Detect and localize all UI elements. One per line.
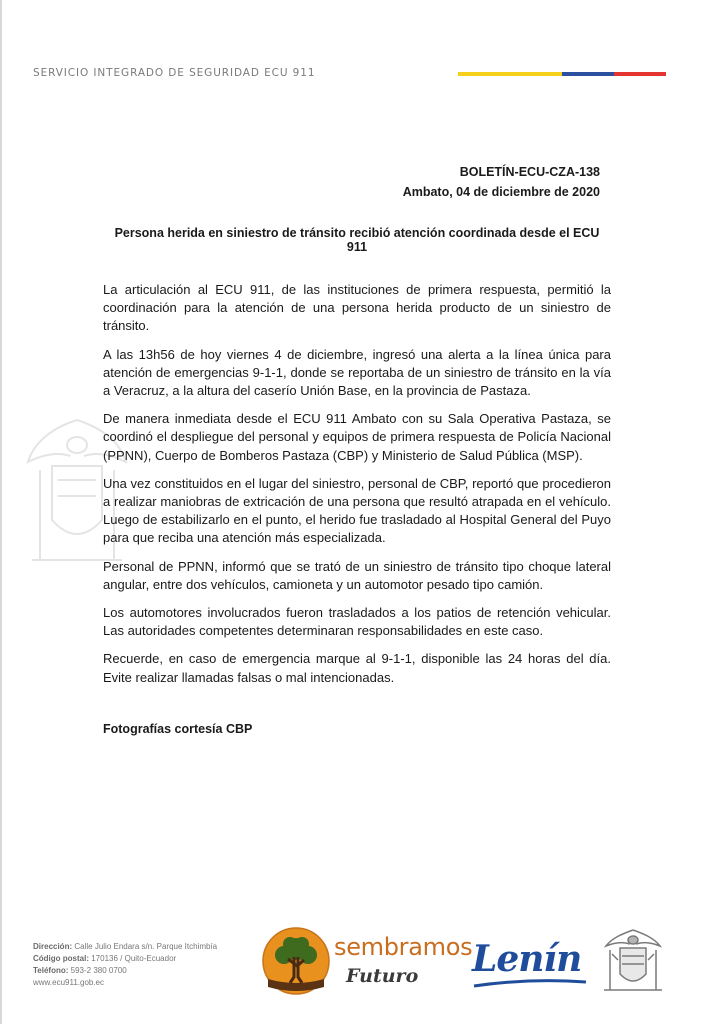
paragraph: Recuerde, en caso de emergencia marque al 9-1-1, disponible las 24 horas del día. Evite realizar llamadas falsas o mal intencionadas. <box>103 651 611 685</box>
footer-contact <box>33 941 217 989</box>
flag-color-bar <box>458 72 666 76</box>
logo-text-sembramos: sembramos <box>334 933 473 961</box>
footer-address-line: Dirección: Calle Julio Endara s/n. Parque Itchimbía <box>33 942 218 951</box>
paragraph: La articulación al ECU 911, de las instituciones de primera respuesta, permitió la coordinación para la atención de una persona herida producto de un siniestro de tránsito. <box>103 282 611 334</box>
signature-text: Lenín <box>472 938 582 980</box>
tree-icon <box>262 927 330 995</box>
lenin-signature-logo <box>470 934 590 994</box>
sembramos-futuro-logo <box>262 927 473 999</box>
body-text <box>103 281 611 697</box>
footer-website: www.ecu911.gob.ec <box>33 978 105 987</box>
flag-blue-stripe <box>562 72 614 76</box>
paragraph: Una vez constituidos en el lugar del siniestro, personal de CBP, reportó que procedieron a realizar maniobras de extricación de una persona que resultó atrapada en el vehículo. Luego de estabilizarlo en el punto, el herido fue trasladado al Hospital General del Puyo para que reciba una atención más especializada. <box>103 475 611 546</box>
footer-postal-line: Código postal: 170136 / Quito-Ecuador <box>33 954 177 963</box>
bulletin-reference <box>403 162 600 202</box>
paragraph: Los automotores involucrados fueron trasladados a los patios de retención vehicular. Las autoridades competentes determinaran responsabilidades en este caso. <box>103 605 611 639</box>
organization-header: SERVICIO INTEGRADO DE SEGURIDAD ECU 911 <box>33 67 316 79</box>
bulletin-date: Ambato, 04 de diciembre de 2020 <box>402 185 600 199</box>
logo-text-futuro: Futuro <box>346 965 419 987</box>
ecuador-coat-of-arms-icon <box>600 926 666 998</box>
photo-credit: Fotografías cortesía CBP <box>103 722 253 736</box>
paragraph: A las 13h56 de hoy viernes 4 de diciembre, ingresó una alerta a la línea única para atención de emergencias 9-1-1, donde se reportaba de un siniestro de tránsito en la vía a Veracruz, a la altura del caserío Unión Base, en la provincia de Pastaza. <box>103 346 611 399</box>
footer-phone-line: Teléfono: 593-2 380 0700 <box>33 966 127 975</box>
flag-red-stripe <box>614 72 666 76</box>
paragraph: De manera inmediata desde el ECU 911 Ambato con su Sala Operativa Pastaza, se coordinó el despliegue del personal y equipos de primera respuesta de Policía Nacional (PPNN), Cuerpo de Bomberos Pastaza (CBP) y Ministerio de Salud Pública (MSP). <box>103 411 611 463</box>
page-edge-line <box>0 0 2 1024</box>
signature-underline-icon <box>470 976 590 992</box>
flag-yellow-stripe <box>458 72 562 76</box>
paragraph: Personal de PPNN, informó que se trató de un siniestro de tránsito tipo choque lateral angular, entre dos vehículos, camioneta y un automotor pesado tipo camión. <box>103 558 611 592</box>
document-title: Persona herida en siniestro de tránsito recibió atención coordinada desde el ECU 911 <box>114 226 600 254</box>
bulletin-code: BOLETÍN-ECU-CZA-138 <box>459 165 600 179</box>
